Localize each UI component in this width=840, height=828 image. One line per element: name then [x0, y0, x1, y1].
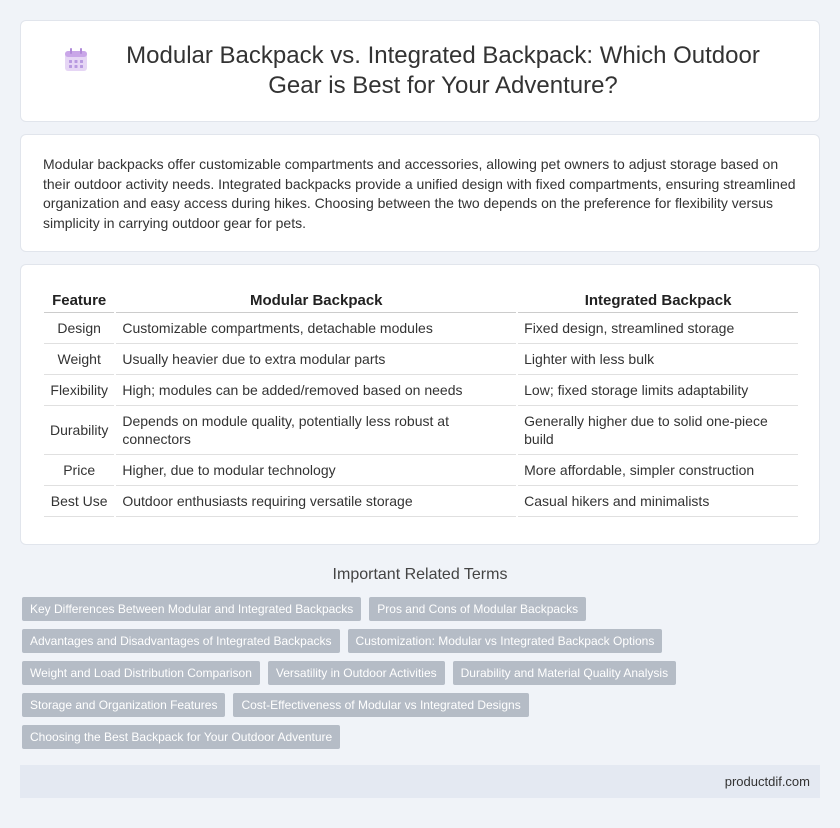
- integrated-cell: Fixed design, streamlined storage: [518, 313, 798, 344]
- modular-cell: Outdoor enthusiasts requiring versatile storage: [116, 486, 516, 517]
- header-feature: Feature: [44, 287, 114, 313]
- related-tag[interactable]: Pros and Cons of Modular Backpacks: [369, 597, 586, 621]
- table-row: [44, 313, 798, 344]
- table-row: [44, 406, 798, 455]
- integrated-cell: Lighter with less bulk: [518, 344, 798, 375]
- feature-cell: Best Use: [44, 486, 114, 517]
- comparison-card: [20, 264, 820, 545]
- intro-text: Modular backpacks offer customizable compartments and accessories, allowing pet owners to adjust storage based on their outdoor activity needs. Integrated backpacks provide a unified design with fixed compartments, ensuring streamlined organization and easy access during hikes. Choosing between the two depends on the preference for flexibility versus simplicity in carrying outdoor gear for pets.: [43, 156, 796, 231]
- modular-cell: Depends on module quality, potentially less robust at connectors: [116, 406, 516, 455]
- feature-cell: Price: [44, 455, 114, 486]
- related-tag[interactable]: Versatility in Outdoor Activities: [268, 661, 445, 685]
- calendar-icon: [61, 45, 91, 75]
- feature-cell: Design: [44, 313, 114, 344]
- related-tag[interactable]: Durability and Material Quality Analysis: [453, 661, 676, 685]
- integrated-cell: Casual hikers and minimalists: [518, 486, 798, 517]
- tag-row: [22, 693, 802, 717]
- related-tag[interactable]: Weight and Load Distribution Comparison: [22, 661, 260, 685]
- feature-cell: Weight: [44, 344, 114, 375]
- table-row: [44, 486, 798, 517]
- integrated-cell: More affordable, simpler construction: [518, 455, 798, 486]
- related-terms-title: Important Related Terms: [332, 566, 508, 583]
- tag-row: [22, 725, 802, 749]
- header-integrated: Integrated Backpack: [518, 287, 798, 313]
- related-tags: [22, 597, 802, 757]
- header-modular: Modular Backpack: [116, 287, 516, 313]
- related-tag[interactable]: Advantages and Disadvantages of Integrated Backpacks: [22, 629, 340, 653]
- footer-site-link[interactable]: productdif.com: [724, 774, 810, 789]
- tag-row: [22, 597, 802, 621]
- table-header-row: [44, 287, 798, 313]
- title-wrap: [21, 41, 819, 101]
- tag-row: [22, 661, 802, 685]
- modular-cell: Higher, due to modular technology: [116, 455, 516, 486]
- related-tag[interactable]: Key Differences Between Modular and Integrated Backpacks: [22, 597, 361, 621]
- table-row: [44, 455, 798, 486]
- related-tag[interactable]: Choosing the Best Backpack for Your Outdoor Adventure: [22, 725, 340, 749]
- modular-cell: Usually heavier due to extra modular parts: [116, 344, 516, 375]
- feature-cell: Durability: [44, 406, 114, 455]
- related-tag[interactable]: Customization: Modular vs Integrated Backpack Options: [348, 629, 663, 653]
- modular-cell: High; modules can be added/removed based on needs: [116, 375, 516, 406]
- page-title: Modular Backpack vs. Integrated Backpack: Which Outdoor Gear is Best for Your Adventure?: [126, 42, 760, 99]
- related-tag[interactable]: Storage and Organization Features: [22, 693, 225, 717]
- modular-cell: Customizable compartments, detachable modules: [116, 313, 516, 344]
- table-row: [44, 375, 798, 406]
- integrated-cell: Generally higher due to solid one-piece build: [518, 406, 798, 455]
- table-row: [44, 344, 798, 375]
- integrated-cell: Low; fixed storage limits adaptability: [518, 375, 798, 406]
- tag-row: [22, 629, 802, 653]
- related-tag[interactable]: Cost-Effectiveness of Modular vs Integrated Designs: [233, 693, 528, 717]
- header-card: [20, 20, 820, 122]
- intro-card: [20, 134, 820, 252]
- comparison-table: [42, 287, 800, 517]
- feature-cell: Flexibility: [44, 375, 114, 406]
- footer: [20, 765, 820, 798]
